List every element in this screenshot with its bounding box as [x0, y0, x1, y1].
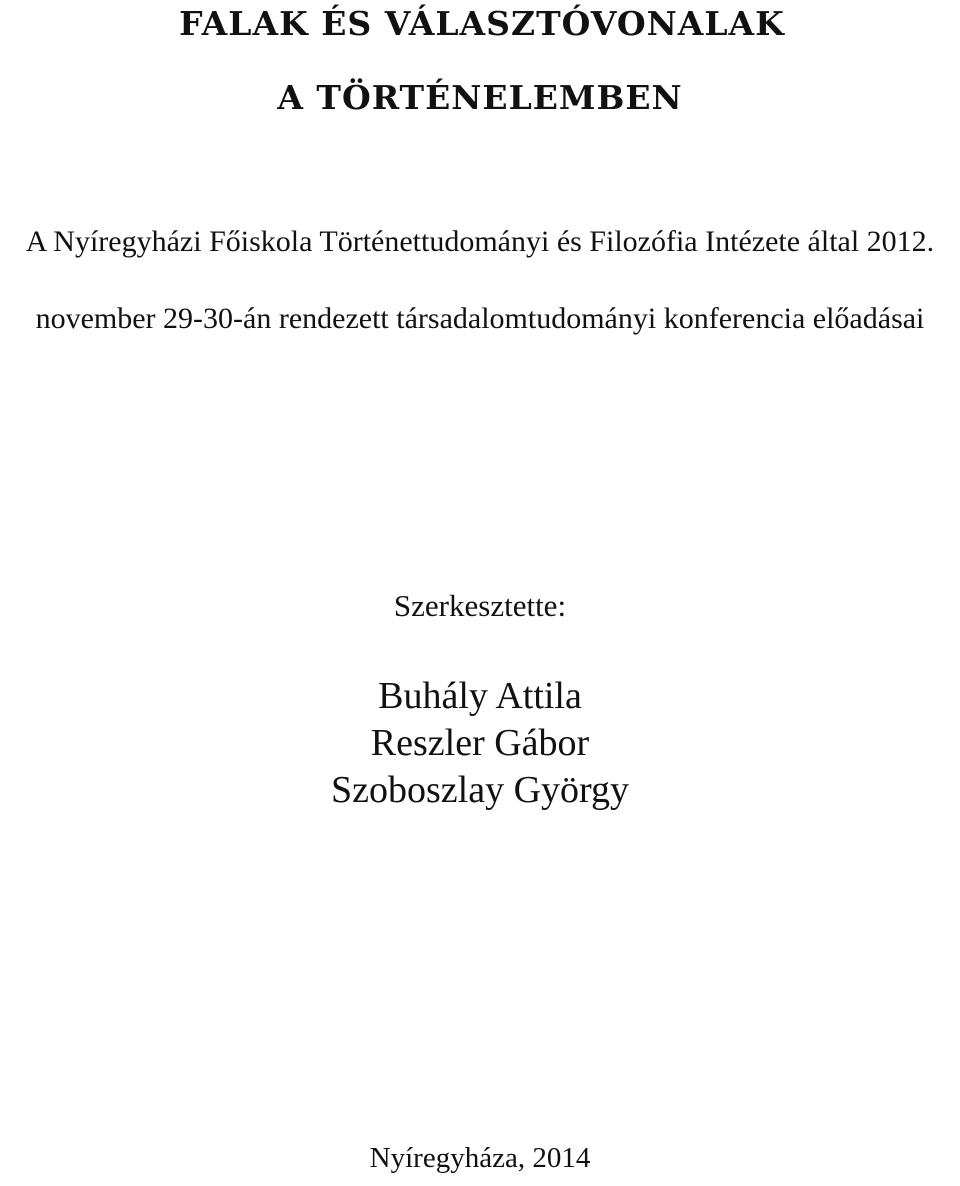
editors-label: Szerkesztette:: [393, 588, 567, 623]
title-line-1: FALAK ÉS VÁLASZTÓVONALAK: [179, 4, 785, 43]
editors-list: [0, 673, 960, 814]
editor-name: Buhály Attila: [378, 675, 582, 717]
subtitle-line-2: november 29-30-án rendezett társadalomtudományi konferencia előadásai: [35, 302, 925, 335]
title-line-2: A TÖRTÉNELEMBEN: [277, 78, 683, 117]
imprint-place-year: Nyíregyháza, 2014: [369, 1142, 591, 1174]
editor-name: Szoboszlay György: [331, 769, 629, 811]
editor-name: Reszler Gábor: [370, 722, 590, 764]
subtitle-line-1: A Nyíregyházi Főiskola Történettudományi és Filozófia Intézete által 2012.: [25, 225, 935, 258]
